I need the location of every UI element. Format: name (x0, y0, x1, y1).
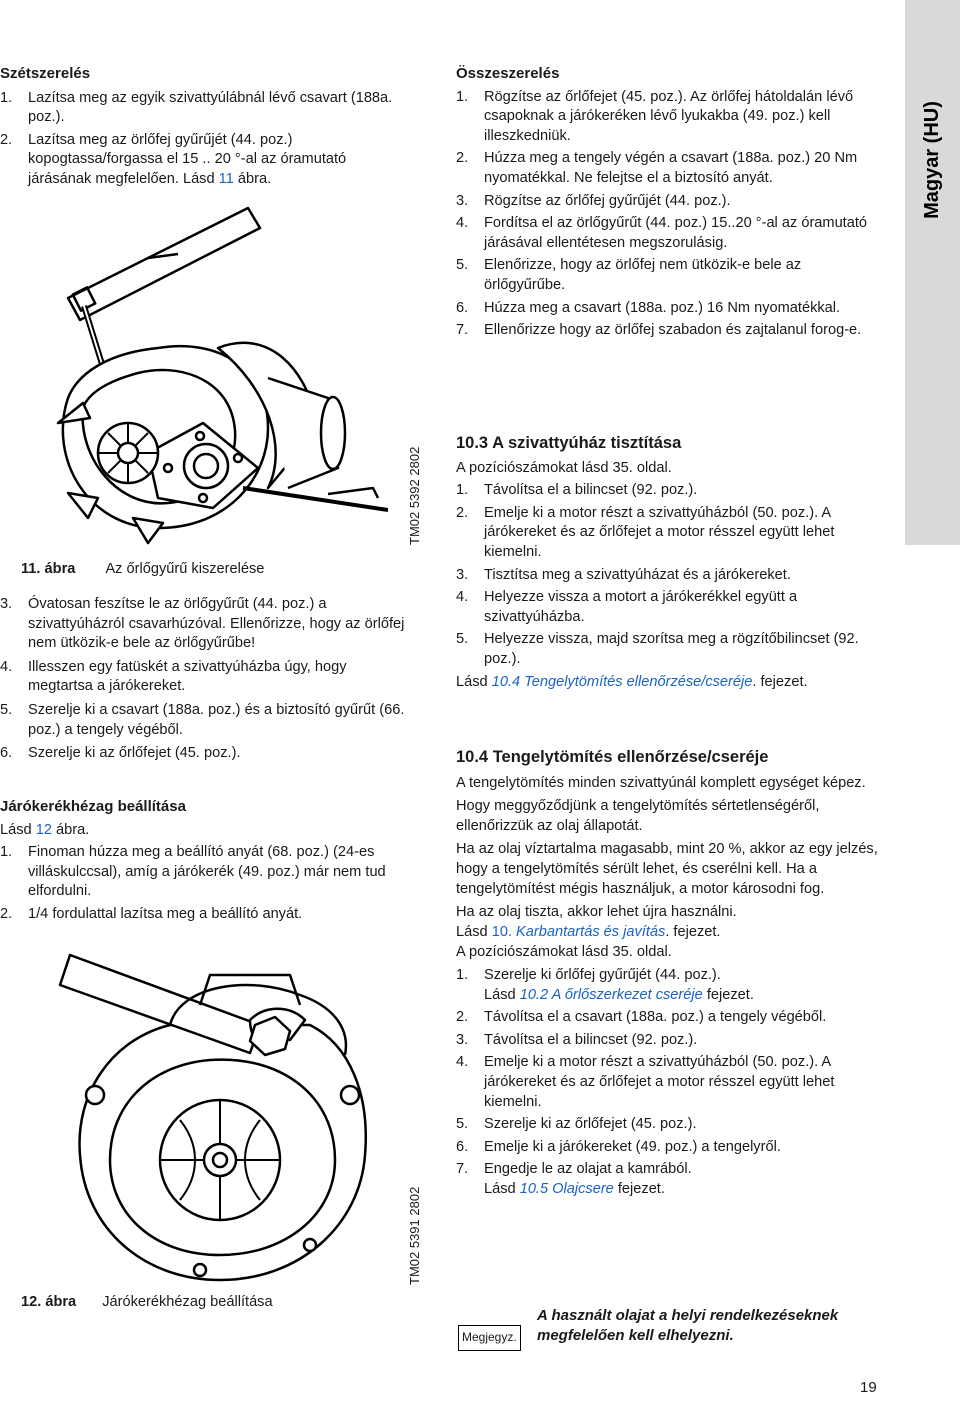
list-item: 2. 1/4 fordulattal lazítsa meg a beállító anyát. (0, 905, 303, 922)
figure-link[interactable]: 12 (35, 821, 52, 838)
language-tab (905, 0, 960, 545)
list-item: 1. Rögzítse az őrlőfejet (45. poz.). Az örlőfej hátoldalán lévő csapoknak a járókeréken lévő lyukakba (49. poz.) kell illeszkedniük. (456, 88, 854, 144)
paragraph: A pozíciószámokat lásd 35. oldal. (456, 459, 672, 476)
list-item: 4. Helyezze vissza a motort a járókerékkel együtt a szivattyúházba. (456, 589, 798, 625)
list-item: 2. Emelje ki a motor részt a szivattyúházból (50. poz.). A járókereket és az őrlőfejet a motor résszel együtt lehet kiemelni. (456, 504, 835, 560)
list-item: 5. Szerelje ki az őrlőfejet (45. poz.). (456, 1116, 697, 1133)
impeller-clearance-section (0, 797, 420, 925)
list-item: 6. Emelje ki a járókereket (49. poz.) a tengelyről. (456, 1138, 781, 1155)
section-title-impeller-clearance: Járókerékhézag beállítása (0, 798, 186, 815)
list-item: 4. Fordítsa el az örlőgyűrűt (44. poz.) 15..20 °-al az óramutató járásával ellentétesen megszorulásig. (456, 215, 868, 251)
grinder-ring-removal-illustration (28, 198, 388, 558)
chapter-link[interactable]: 10.5 Olajcsere (519, 1180, 614, 1197)
figure-caption-text: Járókerékhézag beállítása (102, 1294, 273, 1310)
note-label-box (458, 1325, 521, 1351)
chapter-link[interactable]: 10.4 Tengelytömítés ellenőrzése/cseréje (491, 673, 753, 690)
list-item: 3. Óvatosan feszítse le az örlőgyűrűt (44. poz.) a szivattyúházról csavarhúzóval. Ellenőrizze, hogy az örlőfej nem ütközik-e bele az örlőgyűrűbe! (0, 596, 405, 652)
chapter-link[interactable]: Karbantartás és javítás (512, 923, 666, 940)
list-item: 2. Lazítsa meg az örlőfej gyűrűjét (44. poz.) kopogtassa/forgassa el 15 .. 20 °-al az óramutató járásának megfelelően. Lásd 11 ábra. (0, 131, 347, 187)
list-item: 1. Távolítsa el a bilincset (92. poz.). (456, 482, 698, 499)
figure-reference: Lásd 12 ábra. (0, 821, 90, 838)
figure-11-caption (21, 560, 264, 580)
list-item: 3. Tisztítsa meg a szivattyúházat és a járókereket. (456, 566, 791, 583)
list-item: 1. Lazítsa meg az egyik szivattyúlábnál lévő csavart (188a. poz.). (0, 89, 393, 126)
figure-12-caption (21, 1293, 273, 1313)
cross-reference: Lásd 10.4 Tengelytömítés ellenőrzése/cseréje. fejezet. (456, 673, 808, 690)
paragraph: Hogy meggyőződjünk a tengelytömítés sértetlenségéről, ellenőrizzük az olaj állapotát. (456, 798, 820, 834)
section-title-assembly: Összeszerelés (456, 65, 560, 82)
note-text: A használt olajat a helyi rendelkezéseknek megfelelően kell elhelyezni. (537, 1307, 839, 1344)
list-item: 7. Ellenőrizze hogy az örlőfej szabadon és zajtalanul forog-e. (456, 322, 862, 339)
chapter-link[interactable]: 10.2 A őrlőszerkezet cseréje (519, 986, 703, 1003)
paragraph: A pozíciószámokat lásd 35. oldal. (456, 944, 672, 961)
page-number: 19 (860, 1379, 877, 1396)
list-item: 3. Távolítsa el a bilincset (92. poz.). (456, 1031, 698, 1048)
cross-reference: Lásd 10.5 Olajcsere fejezet. (484, 1180, 665, 1197)
cross-reference: Lásd 10. Karbantartás és javítás. fejezet. (456, 923, 721, 940)
figure-link[interactable]: 11 (218, 170, 234, 187)
list-item: 1. Finoman húzza meg a beállító anyát (68. poz.) (24-es villáskulccsal), amíg a járókerék (49. poz.) már nem tud elfordulni. (0, 844, 386, 900)
note-label: Megjegyz. (462, 1330, 517, 1344)
section-title-10-4: 10.4 Tengelytömítés ellenőrzése/cseréje (456, 748, 769, 766)
figure-reference-code: TM02 5392 2802 (407, 446, 422, 545)
list-item: 5. Elenőrizze, hogy az örlőfej nem ütközik-e bele az örlőgyűrűbe. (456, 257, 802, 293)
list-item: 6. Szerelje ki az őrlőfejet (45. poz.). (0, 745, 241, 762)
list-item: 3. Rögzítse az őrlőfej gyűrűjét (44. poz.). (456, 192, 731, 209)
list-item: 4. Illesszen egy fatüskét a szivattyúházba úgy, hogy megtartsa a járókereket. (0, 658, 347, 695)
list-item: 7. Engedje le az olajat a kamrából. Lásd 10.5 Olajcsere fejezet. (456, 1160, 886, 1199)
section-title-disassembly: Szétszerelés (0, 65, 91, 82)
paragraph: Ha az olaj víztartalma magasabb, mint 20 %, akkor az egy jelzés, hogy a tengelytömítés sérült lehet, és cserélni kell. Ha a tengelytömítést mégis használjuk, a motor károsodni fog. (456, 841, 878, 897)
paragraph: A tengelytömítés minden szivattyúnál komplett egységet képez. (456, 774, 866, 791)
disassembly-section (0, 64, 420, 190)
section-title-10-3: 10.3 A szivattyúház tisztítása (456, 434, 682, 452)
shaft-seal-section (456, 748, 886, 1199)
list-item: 2. Távolítsa el a csavart (188a. poz.) a tengely végéből. (456, 1009, 827, 1026)
paragraph: Ha az olaj tiszta, akkor lehet újra használni. (456, 904, 737, 921)
pump-housing-cleaning-section (456, 434, 886, 692)
chapter-link-number[interactable]: 10. (491, 923, 512, 940)
figure-label: 11. ábra (21, 561, 76, 577)
figure-label: 12. ábra (21, 1294, 77, 1310)
list-item: 6. Húzza meg a csavart (188a. poz.) 16 Nm nyomatékkal. (456, 299, 841, 316)
disassembly-steps-continued (0, 595, 410, 764)
figure-reference-code: TM02 5391 2802 (407, 1186, 422, 1285)
language-label: Magyar (HU) (920, 101, 943, 219)
impeller-clearance-illustration (50, 945, 390, 1290)
assembly-section (456, 64, 886, 341)
list-item: 2. Húzza meg a tengely végén a csavart (188a. poz.) 20 Nm nyomatékkal. Ne felejtse el a biztosító anyát. (456, 150, 858, 186)
list-item: 4. Emelje ki a motor részt a szivattyúházból (50. poz.). A járókereket és az őrlőfejet a motor résszel együtt lehet kiemelni. (456, 1054, 835, 1110)
list-item: 5. Szerelje ki a csavart (188a. poz.) és a biztosító gyűrűt (66. poz.) a tengely végéből. (0, 701, 405, 738)
cross-reference: Lásd 10.2 A őrlőszerkezet cseréje fejezet. (484, 986, 754, 1003)
list-item: 5. Helyezze vissza, majd szorítsa meg a rögzítőbilincset (92. poz.). (456, 631, 859, 667)
list-item: 1. Szerelje ki őrlőfej gyűrűjét (44. poz.). Lásd 10.2 A őrlőszerkezet cseréje fejezet. (456, 966, 886, 1005)
figure-caption-text: Az őrlőgyűrű kiszerelése (105, 561, 265, 577)
